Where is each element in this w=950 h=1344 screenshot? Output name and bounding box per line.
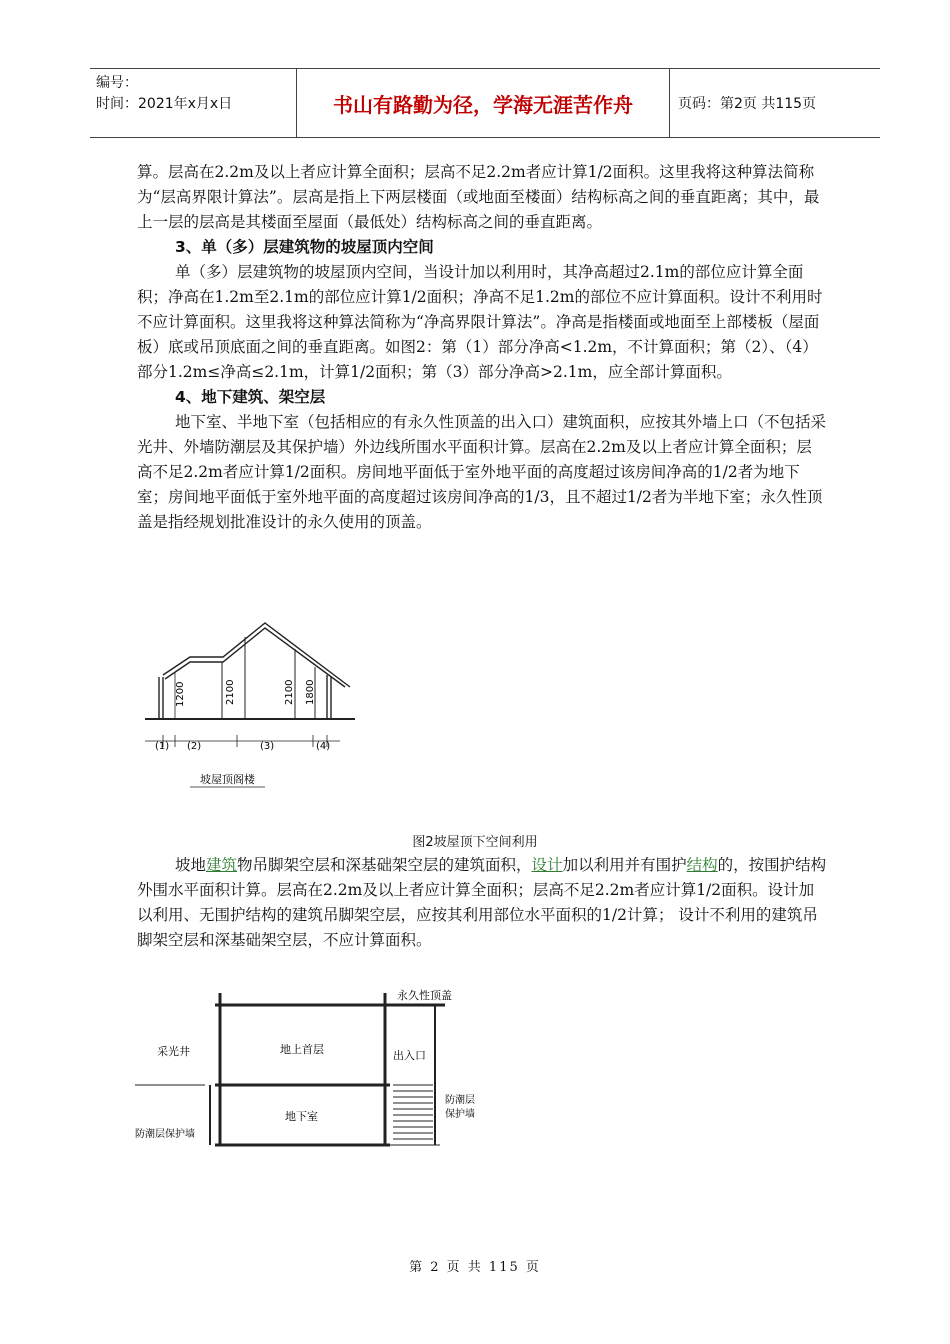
part-label: (4) (316, 741, 331, 752)
light-well-label: 采光井 (157, 1045, 190, 1058)
moisture-wall-label: 防潮层保护墙 (135, 1129, 195, 1140)
paragraph-text: 坡地 (175, 856, 207, 874)
figure-basement-section (135, 985, 495, 1179)
figure-caption: 图2坡屋顶下空间利用 (412, 835, 538, 850)
section-heading: 4、地下建筑、架空层 (175, 388, 326, 406)
paragraph: 算。层高在2.2m及以上者应计算全面积；层高不足2.2m者应计算1/2面积。这里我将这种算法简称为“层高界限计算法”。层高是指上下两层楼面（或地面至楼面）结构标高之间的垂直距离；其中，最上一层的层高是其楼面至屋面（最低处）结构标高之间的垂直距离。 (137, 163, 820, 231)
header-number: 编号： (96, 75, 138, 91)
dimension-label: 2100 (225, 679, 236, 705)
link-building[interactable]: 建筑 (206, 856, 238, 874)
paragraph: 地下室、半地下室（包括相应的有永久性顶盖的出入口）建筑面积，应按其外墙上口（不包括采光井、外墙防潮层及其保护墙）外边线所围水平面积计算。层高在2.2m及以上者应计算全面积；层高不足2.2m者应计算1/2面积。房间地平面低于室外地平面的高度超过该房间净高的1/2者为地下室；房间地平面低于室外地平面的高度超过该房间净高的1/3，且不超过1/2者为半地下室；永久性顶盖是指经规划批准设计的永久使用的顶盖。 (137, 413, 827, 531)
roof-label: 永久性顶盖 (397, 989, 452, 1002)
dimension-label: 1200 (175, 681, 186, 707)
section-heading: 3、单（多）层建筑物的坡屋顶内空间 (175, 238, 434, 256)
figure-sloped-roof (135, 615, 365, 809)
paragraph: 单（多）层建筑物的坡屋顶内空间，当设计加以利用时，其净高超过2.1m的部位应计算全面积；净高在1.2m至2.1m的部位应计算1/2面积；净高不足1.2m的部位不应计算面积。设计不利用时不应计算面积。这里我将这种算法简称为“净高界限计算法”。净高是指楼面或地面至上部楼板（屋面板）底或吊顶底面之间的垂直距离。如图2：第（1）部分净高<1.2m，不计算面积；第（2）、（4）部分1.2m≤净高≤2.1m，计算1/2面积；第（3）部分净高>2.1m，应全部计算面积。 (137, 263, 823, 381)
link-structure[interactable]: 结构 (686, 856, 718, 874)
part-label: (1) (155, 741, 170, 752)
moisture-label: 防潮层 (445, 1095, 475, 1106)
dimension-label: 2100 (284, 679, 295, 705)
paragraph (137, 853, 827, 953)
paragraph-text: 物吊脚架空层和深基础架空层的建筑面积， (237, 856, 532, 874)
figure-label: 坡屋顶阁楼 (200, 773, 255, 786)
paragraph-text: 加以利用并有围护 (562, 856, 687, 874)
dimension-label: 1800 (305, 679, 316, 705)
header-motto: 书山有路勤为径，学海无涯苦作舟 (296, 69, 670, 137)
paragraph-text: 的，按围护结构外围水平面积计算。层高在2.2m及以上者应计算全面积；层高不足2.2m者应计算1/2面积。设计加以利用、无围护结构的建筑吊脚架空层，应按其利用部位水平面积的1/2计算； 设计不利用的建筑吊脚架空层和深基础架空层，不应计算面积。 (137, 856, 827, 949)
document-body-continued (137, 853, 827, 953)
protect-wall-label: 保护墙 (445, 1109, 475, 1120)
document-body (137, 160, 827, 535)
page-footer: 第 2 页 共 115 页 (409, 1260, 541, 1275)
page-header (90, 68, 880, 138)
header-page-number: 页码：第2页 共115页 (678, 96, 817, 112)
part-label: (3) (260, 741, 275, 752)
header-meta (90, 69, 296, 137)
link-design[interactable]: 设计 (531, 856, 563, 874)
basement-label: 地下室 (285, 1110, 318, 1123)
part-label: (2) (187, 741, 202, 752)
entrance-label: 出入口 (393, 1049, 426, 1062)
header-time: 时间：2021年x月x日 (96, 96, 233, 112)
ground-floor-label: 地上首层 (280, 1043, 324, 1056)
